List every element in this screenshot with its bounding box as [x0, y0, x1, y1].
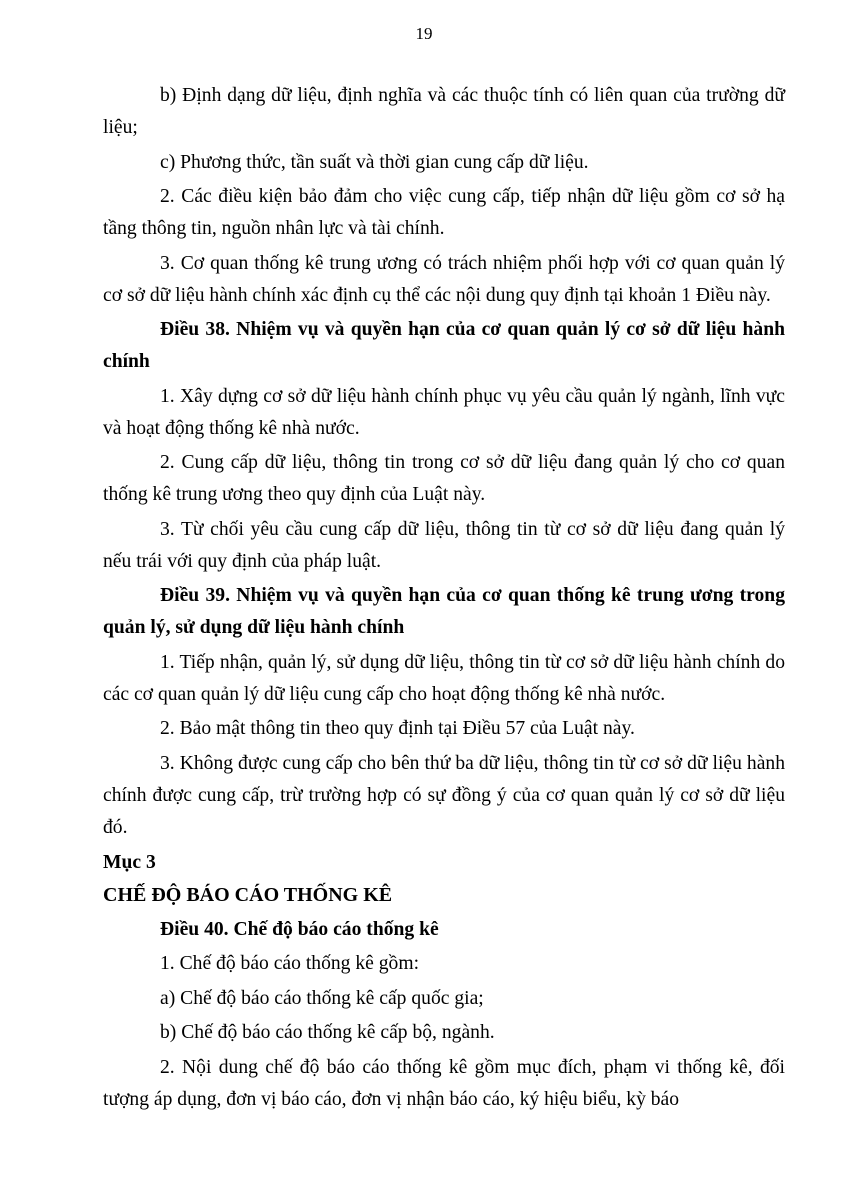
- article-38-clause-3: 3. Từ chối yêu cầu cung cấp dữ liệu, thông tin từ cơ sở dữ liệu đang quản lý nếu trái với quy định của pháp luật.: [103, 518, 785, 572]
- paragraph-item-c: c) Phương thức, tần suất và thời gian cung cấp dữ liệu.: [160, 151, 589, 173]
- paragraph-item-b: b) Định dạng dữ liệu, định nghĩa và các thuộc tính có liên quan của trường dữ liệu;: [103, 85, 785, 138]
- paragraph-clause-3: 3. Cơ quan thống kê trung ương có trách nhiệm phối hợp với cơ quan quản lý cơ sở dữ liệu hành chính xác định cụ thể các nội dung quy định tại khoản 1 Điều này.: [103, 252, 785, 306]
- article-38-heading: Điều 38. Nhiệm vụ và quyền hạn của cơ quan quản lý cơ sở dữ liệu hành chính: [103, 319, 785, 372]
- document-body: [103, 80, 785, 1118]
- article-39-clause-2: 2. Bảo mật thông tin theo quy định tại Điều 57 của Luật này.: [160, 718, 635, 739]
- article-39-clause-1: 1. Tiếp nhận, quản lý, sử dụng dữ liệu, thông tin từ cơ sở dữ liệu hành chính do các cơ quan quản lý dữ liệu cung cấp cho hoạt động thống kê nhà nước.: [103, 651, 785, 705]
- article-38-clause-1: 1. Xây dựng cơ sở dữ liệu hành chính phục vụ yêu cầu quản lý ngành, lĩnh vực và hoạt động thống kê nhà nước.: [103, 385, 785, 439]
- article-39-heading: Điều 39. Nhiệm vụ và quyền hạn của cơ quan thống kê trung ương trong quản lý, sử dụng dữ liệu hành chính: [103, 585, 785, 638]
- article-40-item-b: b) Chế độ báo cáo thống kê cấp bộ, ngành.: [160, 1022, 495, 1043]
- section-title: CHẾ ĐỘ BÁO CÁO THỐNG KÊ: [103, 883, 393, 906]
- section-heading: Mục 3: [103, 851, 156, 873]
- article-38-clause-2: 2. Cung cấp dữ liệu, thông tin trong cơ sở dữ liệu đang quản lý cho cơ quan thống kê trung ương theo quy định của Luật này.: [103, 452, 785, 505]
- article-40-clause-1: 1. Chế độ báo cáo thống kê gồm:: [160, 953, 420, 974]
- article-39-clause-3: 3. Không được cung cấp cho bên thứ ba dữ liệu, thông tin từ cơ sở dữ liệu hành chính được cung cấp, trừ trường hợp có sự đồng ý của cơ quan quản lý cơ sở dữ liệu đó.: [103, 752, 785, 838]
- page-number: 19: [415, 24, 433, 43]
- article-40-heading: Điều 40. Chế độ báo cáo thống kê: [160, 918, 439, 940]
- article-40-clause-2: 2. Nội dung chế độ báo cáo thống kê gồm mục đích, phạm vi thống kê, đối tượng áp dụng, đơn vị báo cáo, đơn vị nhận báo cáo, ký hiệu biểu, kỳ báo: [103, 1056, 785, 1110]
- paragraph-clause-2: 2. Các điều kiện bảo đảm cho việc cung cấp, tiếp nhận dữ liệu gồm cơ sở hạ tầng thông tin, nguồn nhân lực và tài chính.: [103, 186, 785, 239]
- article-40-item-a: a) Chế độ báo cáo thống kê cấp quốc gia;: [160, 987, 484, 1009]
